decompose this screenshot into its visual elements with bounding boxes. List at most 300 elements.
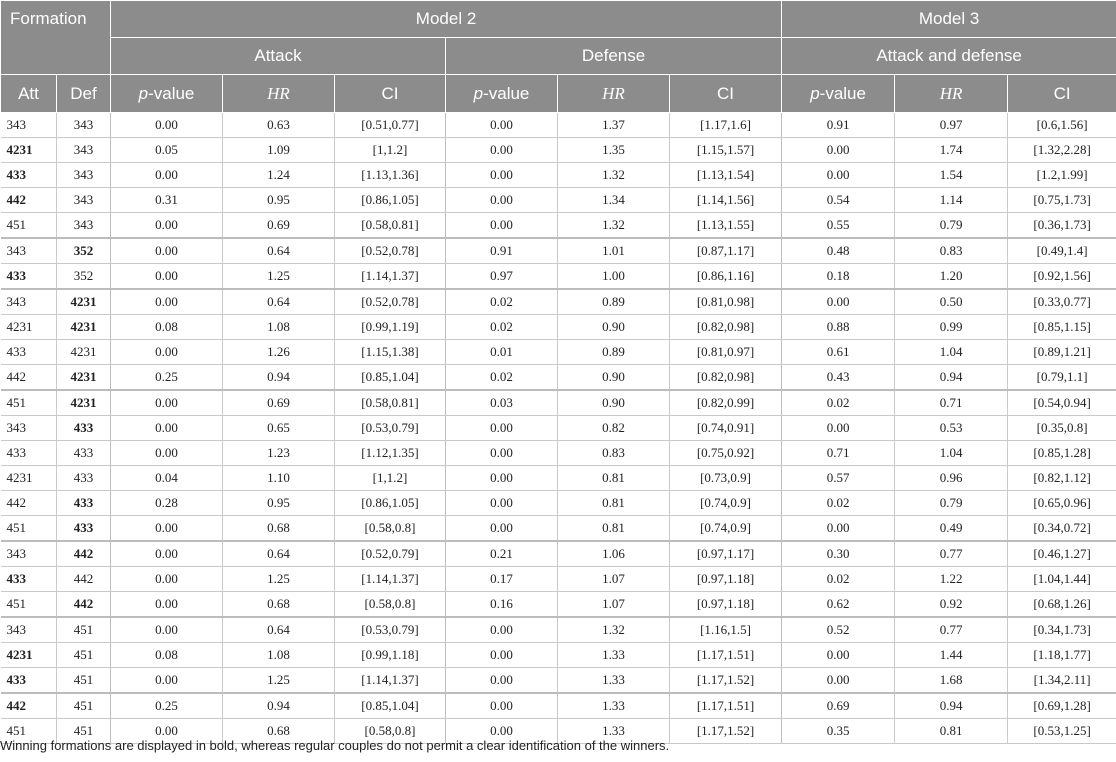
ci-column-header: CI: [670, 75, 782, 113]
defense-pvalue-cell: 0.00: [446, 188, 558, 213]
attack-pvalue-cell: 0.00: [111, 163, 223, 188]
table-row: [1, 416, 1116, 441]
attack-hr-cell: 1.25: [223, 264, 335, 290]
defense-hr-cell: 1.07: [558, 592, 670, 618]
model2-header: Model 2: [111, 1, 782, 38]
att-formation-cell: 343: [1, 238, 57, 264]
attack-pvalue-cell: 0.00: [111, 592, 223, 618]
att-formation-cell: 433: [1, 264, 57, 290]
combined-hr-cell: 0.94: [895, 365, 1008, 391]
defense-hr-cell: 1.33: [558, 693, 670, 719]
def-formation-cell: 442: [57, 541, 111, 567]
combined-hr-cell: 0.79: [895, 491, 1008, 516]
combined-ci-cell: [1.2,1.99]: [1008, 163, 1116, 188]
defense-ci-cell: [1.17,1.51]: [670, 693, 782, 719]
combined-hr-cell: 0.53: [895, 416, 1008, 441]
def-formation-cell: 442: [57, 567, 111, 592]
attack-ci-cell: [1,1.2]: [335, 466, 446, 491]
combined-ci-cell: [0.82,1.12]: [1008, 466, 1116, 491]
attack-pvalue-cell: 0.00: [111, 441, 223, 466]
combined-hr-cell: 1.68: [895, 668, 1008, 694]
att-formation-cell: 433: [1, 668, 57, 694]
defense-hr-cell: 1.32: [558, 213, 670, 239]
combined-pvalue-cell: 0.61: [782, 340, 895, 365]
combined-ci-cell: [0.36,1.73]: [1008, 213, 1116, 239]
combined-ci-cell: [0.92,1.56]: [1008, 264, 1116, 290]
defense-hr-cell: 0.89: [558, 289, 670, 315]
pvalue-column-header: p-value: [782, 75, 895, 113]
att-formation-cell: 451: [1, 390, 57, 416]
att-formation-cell: 4231: [1, 315, 57, 340]
attack-hr-cell: 1.10: [223, 466, 335, 491]
combined-hr-cell: 1.44: [895, 643, 1008, 668]
def-formation-cell: 343: [57, 113, 111, 138]
defense-hr-cell: 1.01: [558, 238, 670, 264]
defense-pvalue-cell: 0.16: [446, 592, 558, 618]
defense-pvalue-cell: 0.01: [446, 340, 558, 365]
combined-pvalue-cell: 0.69: [782, 693, 895, 719]
att-formation-cell: 433: [1, 441, 57, 466]
combined-hr-cell: 1.04: [895, 340, 1008, 365]
defense-ci-cell: [0.73,0.9]: [670, 466, 782, 491]
attack-pvalue-cell: 0.00: [111, 340, 223, 365]
attack-hr-cell: 1.08: [223, 315, 335, 340]
combined-hr-cell: 1.74: [895, 138, 1008, 163]
attack-ci-cell: [0.99,1.18]: [335, 643, 446, 668]
defense-ci-cell: [0.97,1.18]: [670, 592, 782, 618]
combined-pvalue-cell: 0.00: [782, 643, 895, 668]
table-header: [1, 1, 1116, 113]
combined-pvalue-cell: 0.57: [782, 466, 895, 491]
formation-header: Formation: [1, 1, 111, 75]
defense-hr-cell: 1.00: [558, 264, 670, 290]
attack-hr-cell: 1.25: [223, 668, 335, 694]
attack-pvalue-cell: 0.00: [111, 541, 223, 567]
attack-pvalue-cell: 0.05: [111, 138, 223, 163]
attack-ci-cell: [1.15,1.38]: [335, 340, 446, 365]
att-formation-cell: 442: [1, 188, 57, 213]
attack-ci-cell: [0.53,0.79]: [335, 416, 446, 441]
defense-hr-cell: 0.83: [558, 441, 670, 466]
table-footnote: Winning formations are displayed in bold, whereas regular couples do not permit a clear identification of the winners.: [0, 738, 670, 753]
combined-hr-cell: 0.96: [895, 466, 1008, 491]
combined-hr-cell: 0.99: [895, 315, 1008, 340]
combined-hr-cell: 0.92: [895, 592, 1008, 618]
att-formation-cell: 451: [1, 592, 57, 618]
att-formation-cell: 442: [1, 491, 57, 516]
table-row: [1, 441, 1116, 466]
defense-ci-cell: [0.87,1.17]: [670, 238, 782, 264]
combined-ci-cell: [0.34,1.73]: [1008, 617, 1116, 643]
combined-hr-cell: 1.14: [895, 188, 1008, 213]
table-row: [1, 113, 1116, 138]
def-formation-cell: 352: [57, 264, 111, 290]
def-formation-cell: 343: [57, 188, 111, 213]
table-row: [1, 567, 1116, 592]
defense-pvalue-cell: 0.00: [446, 466, 558, 491]
combined-ci-cell: [1.32,2.28]: [1008, 138, 1116, 163]
table-row: [1, 466, 1116, 491]
defense-ci-cell: [0.82,0.99]: [670, 390, 782, 416]
attack-and-defense-header: Attack and defense: [782, 38, 1116, 75]
combined-hr-cell: 0.81: [895, 719, 1008, 744]
defense-ci-cell: [1.16,1.5]: [670, 617, 782, 643]
defense-ci-cell: [0.74,0.91]: [670, 416, 782, 441]
hr-column-header: HR: [223, 75, 335, 113]
defense-ci-cell: [0.74,0.9]: [670, 491, 782, 516]
defense-ci-cell: [0.75,0.92]: [670, 441, 782, 466]
attack-ci-cell: [0.53,0.79]: [335, 617, 446, 643]
combined-hr-cell: 1.22: [895, 567, 1008, 592]
def-formation-cell: 343: [57, 138, 111, 163]
defense-pvalue-cell: 0.17: [446, 567, 558, 592]
def-formation-cell: 433: [57, 516, 111, 542]
attack-hr-cell: 0.95: [223, 188, 335, 213]
combined-hr-cell: 0.71: [895, 390, 1008, 416]
att-formation-cell: 4231: [1, 466, 57, 491]
combined-ci-cell: [0.75,1.73]: [1008, 188, 1116, 213]
attack-ci-cell: [0.52,0.78]: [335, 289, 446, 315]
combined-ci-cell: [0.6,1.56]: [1008, 113, 1116, 138]
defense-hr-cell: 1.32: [558, 617, 670, 643]
attack-pvalue-cell: 0.00: [111, 390, 223, 416]
combined-pvalue-cell: 0.00: [782, 516, 895, 542]
attack-pvalue-cell: 0.25: [111, 693, 223, 719]
attack-pvalue-cell: 0.00: [111, 719, 223, 744]
attack-hr-cell: 0.94: [223, 693, 335, 719]
def-column-header: Def: [57, 75, 111, 113]
attack-hr-cell: 1.26: [223, 340, 335, 365]
defense-hr-cell: 1.37: [558, 113, 670, 138]
attack-ci-cell: [0.85,1.04]: [335, 365, 446, 391]
defense-hr-cell: 0.90: [558, 365, 670, 391]
def-formation-cell: 451: [57, 693, 111, 719]
defense-ci-cell: [0.81,0.97]: [670, 340, 782, 365]
defense-pvalue-cell: 0.02: [446, 315, 558, 340]
combined-hr-cell: 0.49: [895, 516, 1008, 542]
combined-ci-cell: [0.85,1.28]: [1008, 441, 1116, 466]
attack-hr-cell: 0.64: [223, 238, 335, 264]
def-formation-cell: 433: [57, 416, 111, 441]
defense-ci-cell: [0.97,1.17]: [670, 541, 782, 567]
def-formation-cell: 451: [57, 643, 111, 668]
defense-ci-cell: [1.15,1.57]: [670, 138, 782, 163]
combined-ci-cell: [0.85,1.15]: [1008, 315, 1116, 340]
defense-hr-cell: 0.81: [558, 466, 670, 491]
def-formation-cell: 442: [57, 592, 111, 618]
combined-ci-cell: [0.54,0.94]: [1008, 390, 1116, 416]
combined-hr-cell: 1.54: [895, 163, 1008, 188]
combined-ci-cell: [0.34,0.72]: [1008, 516, 1116, 542]
attack-pvalue-cell: 0.00: [111, 668, 223, 694]
defense-hr-cell: 0.81: [558, 491, 670, 516]
attack-pvalue-cell: 0.31: [111, 188, 223, 213]
attack-pvalue-cell: 0.08: [111, 315, 223, 340]
defense-pvalue-cell: 0.00: [446, 113, 558, 138]
defense-ci-cell: [0.74,0.9]: [670, 516, 782, 542]
combined-pvalue-cell: 0.43: [782, 365, 895, 391]
combined-pvalue-cell: 0.02: [782, 390, 895, 416]
combined-pvalue-cell: 0.00: [782, 668, 895, 694]
combined-pvalue-cell: 0.62: [782, 592, 895, 618]
attack-hr-cell: 0.64: [223, 289, 335, 315]
def-formation-cell: 433: [57, 491, 111, 516]
att-formation-cell: 343: [1, 617, 57, 643]
table-row: [1, 668, 1116, 694]
defense-pvalue-cell: 0.02: [446, 289, 558, 315]
defense-ci-cell: [0.81,0.98]: [670, 289, 782, 315]
att-formation-cell: 343: [1, 289, 57, 315]
att-formation-cell: 451: [1, 719, 57, 744]
table-row: [1, 617, 1116, 643]
defense-pvalue-cell: 0.00: [446, 643, 558, 668]
combined-pvalue-cell: 0.91: [782, 113, 895, 138]
table-row: [1, 188, 1116, 213]
defense-pvalue-cell: 0.91: [446, 238, 558, 264]
attack-header: Attack: [111, 38, 446, 75]
attack-ci-cell: [0.99,1.19]: [335, 315, 446, 340]
ci-column-header: CI: [335, 75, 446, 113]
att-formation-cell: 4231: [1, 643, 57, 668]
defense-pvalue-cell: 0.00: [446, 668, 558, 694]
combined-pvalue-cell: 0.35: [782, 719, 895, 744]
combined-pvalue-cell: 0.00: [782, 163, 895, 188]
attack-pvalue-cell: 0.25: [111, 365, 223, 391]
attack-pvalue-cell: 0.00: [111, 416, 223, 441]
combined-hr-cell: 0.97: [895, 113, 1008, 138]
attack-pvalue-cell: 0.28: [111, 491, 223, 516]
attack-ci-cell: [0.86,1.05]: [335, 188, 446, 213]
combined-ci-cell: [0.46,1.27]: [1008, 541, 1116, 567]
attack-hr-cell: 0.69: [223, 213, 335, 239]
defense-pvalue-cell: 0.00: [446, 693, 558, 719]
attack-hr-cell: 0.64: [223, 541, 335, 567]
def-formation-cell: 4231: [57, 340, 111, 365]
defense-ci-cell: [1.14,1.56]: [670, 188, 782, 213]
combined-pvalue-cell: 0.02: [782, 567, 895, 592]
def-formation-cell: 4231: [57, 390, 111, 416]
attack-hr-cell: 0.68: [223, 516, 335, 542]
combined-pvalue-cell: 0.48: [782, 238, 895, 264]
defense-ci-cell: [1.17,1.52]: [670, 719, 782, 744]
attack-ci-cell: [1.13,1.36]: [335, 163, 446, 188]
hr-column-header: HR: [895, 75, 1008, 113]
defense-hr-cell: 0.81: [558, 516, 670, 542]
att-formation-cell: 343: [1, 541, 57, 567]
table-row: [1, 390, 1116, 416]
combined-ci-cell: [1.04,1.44]: [1008, 567, 1116, 592]
attack-pvalue-cell: 0.00: [111, 289, 223, 315]
attack-ci-cell: [0.85,1.04]: [335, 693, 446, 719]
defense-hr-cell: 1.33: [558, 719, 670, 744]
table-row: [1, 643, 1116, 668]
defense-hr-cell: 0.82: [558, 416, 670, 441]
table-row: [1, 541, 1116, 567]
combined-pvalue-cell: 0.00: [782, 138, 895, 163]
model3-header: Model 3: [782, 1, 1116, 38]
def-formation-cell: 451: [57, 668, 111, 694]
table-row: [1, 693, 1116, 719]
table-row: [1, 264, 1116, 290]
defense-ci-cell: [1.13,1.54]: [670, 163, 782, 188]
attack-ci-cell: [1,1.2]: [335, 138, 446, 163]
defense-ci-cell: [1.17,1.6]: [670, 113, 782, 138]
combined-ci-cell: [1.18,1.77]: [1008, 643, 1116, 668]
combined-hr-cell: 0.79: [895, 213, 1008, 239]
attack-pvalue-cell: 0.00: [111, 264, 223, 290]
pvalue-column-header: p-value: [446, 75, 558, 113]
defense-hr-cell: 1.06: [558, 541, 670, 567]
att-formation-cell: 451: [1, 213, 57, 239]
def-formation-cell: 451: [57, 719, 111, 744]
combined-ci-cell: [0.33,0.77]: [1008, 289, 1116, 315]
attack-hr-cell: 1.24: [223, 163, 335, 188]
defense-pvalue-cell: 0.00: [446, 138, 558, 163]
table-row: [1, 289, 1116, 315]
def-formation-cell: 451: [57, 617, 111, 643]
defense-ci-cell: [0.82,0.98]: [670, 365, 782, 391]
defense-ci-cell: [1.17,1.51]: [670, 643, 782, 668]
defense-hr-cell: 1.33: [558, 668, 670, 694]
attack-pvalue-cell: 0.00: [111, 617, 223, 643]
attack-hr-cell: 0.68: [223, 592, 335, 618]
attack-pvalue-cell: 0.00: [111, 516, 223, 542]
attack-pvalue-cell: 0.04: [111, 466, 223, 491]
att-formation-cell: 433: [1, 340, 57, 365]
attack-pvalue-cell: 0.00: [111, 113, 223, 138]
hr-column-header: HR: [558, 75, 670, 113]
combined-hr-cell: 1.04: [895, 441, 1008, 466]
attack-hr-cell: 0.63: [223, 113, 335, 138]
combined-pvalue-cell: 0.52: [782, 617, 895, 643]
attack-ci-cell: [1.14,1.37]: [335, 264, 446, 290]
defense-hr-cell: 1.33: [558, 643, 670, 668]
attack-ci-cell: [0.58,0.8]: [335, 516, 446, 542]
attack-pvalue-cell: 0.00: [111, 567, 223, 592]
combined-ci-cell: [0.65,0.96]: [1008, 491, 1116, 516]
defense-pvalue-cell: 0.00: [446, 213, 558, 239]
attack-ci-cell: [1.14,1.37]: [335, 567, 446, 592]
att-column-header: Att: [1, 75, 57, 113]
table-row: [1, 315, 1116, 340]
attack-ci-cell: [0.52,0.78]: [335, 238, 446, 264]
defense-pvalue-cell: 0.00: [446, 416, 558, 441]
attack-ci-cell: [0.52,0.79]: [335, 541, 446, 567]
table-row: [1, 491, 1116, 516]
attack-pvalue-cell: 0.00: [111, 238, 223, 264]
combined-pvalue-cell: 0.00: [782, 416, 895, 441]
defense-hr-cell: 1.07: [558, 567, 670, 592]
combined-ci-cell: [1.34,2.11]: [1008, 668, 1116, 694]
table-row: [1, 365, 1116, 391]
defense-pvalue-cell: 0.00: [446, 719, 558, 744]
combined-pvalue-cell: 0.30: [782, 541, 895, 567]
combined-pvalue-cell: 0.02: [782, 491, 895, 516]
defense-hr-cell: 1.34: [558, 188, 670, 213]
defense-pvalue-cell: 0.00: [446, 516, 558, 542]
table-row: [1, 238, 1116, 264]
table-body: [1, 113, 1116, 744]
att-formation-cell: 4231: [1, 138, 57, 163]
attack-hr-cell: 0.95: [223, 491, 335, 516]
attack-hr-cell: 1.08: [223, 643, 335, 668]
combined-pvalue-cell: 0.18: [782, 264, 895, 290]
combined-ci-cell: [0.79,1.1]: [1008, 365, 1116, 391]
attack-hr-cell: 0.65: [223, 416, 335, 441]
combined-ci-cell: [0.53,1.25]: [1008, 719, 1116, 744]
defense-header: Defense: [446, 38, 782, 75]
combined-pvalue-cell: 0.00: [782, 289, 895, 315]
defense-hr-cell: 1.35: [558, 138, 670, 163]
attack-hr-cell: 1.23: [223, 441, 335, 466]
defense-hr-cell: 1.32: [558, 163, 670, 188]
defense-pvalue-cell: 0.02: [446, 365, 558, 391]
attack-ci-cell: [0.58,0.81]: [335, 390, 446, 416]
table-row: [1, 213, 1116, 239]
combined-hr-cell: 0.94: [895, 693, 1008, 719]
combined-ci-cell: [0.69,1.28]: [1008, 693, 1116, 719]
defense-pvalue-cell: 0.00: [446, 163, 558, 188]
def-formation-cell: 433: [57, 441, 111, 466]
defense-ci-cell: [1.17,1.52]: [670, 668, 782, 694]
def-formation-cell: 343: [57, 163, 111, 188]
def-formation-cell: 4231: [57, 315, 111, 340]
attack-hr-cell: 1.09: [223, 138, 335, 163]
combined-hr-cell: 0.77: [895, 617, 1008, 643]
combined-pvalue-cell: 0.54: [782, 188, 895, 213]
att-formation-cell: 433: [1, 163, 57, 188]
combined-hr-cell: 1.20: [895, 264, 1008, 290]
def-formation-cell: 4231: [57, 365, 111, 391]
attack-hr-cell: 1.25: [223, 567, 335, 592]
combined-ci-cell: [0.49,1.4]: [1008, 238, 1116, 264]
attack-hr-cell: 0.68: [223, 719, 335, 744]
attack-hr-cell: 0.64: [223, 617, 335, 643]
combined-hr-cell: 0.50: [895, 289, 1008, 315]
table-row: [1, 592, 1116, 618]
attack-ci-cell: [1.12,1.35]: [335, 441, 446, 466]
defense-hr-cell: 0.90: [558, 315, 670, 340]
combined-ci-cell: [0.35,0.8]: [1008, 416, 1116, 441]
att-formation-cell: 343: [1, 113, 57, 138]
attack-ci-cell: [0.58,0.8]: [335, 592, 446, 618]
defense-ci-cell: [0.97,1.18]: [670, 567, 782, 592]
defense-hr-cell: 0.89: [558, 340, 670, 365]
defense-pvalue-cell: 0.00: [446, 491, 558, 516]
def-formation-cell: 433: [57, 466, 111, 491]
def-formation-cell: 4231: [57, 289, 111, 315]
ci-column-header: CI: [1008, 75, 1116, 113]
att-formation-cell: 442: [1, 693, 57, 719]
table-row: [1, 138, 1116, 163]
combined-pvalue-cell: 0.88: [782, 315, 895, 340]
def-formation-cell: 343: [57, 213, 111, 239]
table-row: [1, 340, 1116, 365]
table-row: [1, 163, 1116, 188]
attack-pvalue-cell: 0.08: [111, 643, 223, 668]
combined-ci-cell: [0.68,1.26]: [1008, 592, 1116, 618]
defense-pvalue-cell: 0.97: [446, 264, 558, 290]
def-formation-cell: 352: [57, 238, 111, 264]
combined-ci-cell: [0.89,1.21]: [1008, 340, 1116, 365]
att-formation-cell: 451: [1, 516, 57, 542]
att-formation-cell: 433: [1, 567, 57, 592]
att-formation-cell: 442: [1, 365, 57, 391]
combined-hr-cell: 0.83: [895, 238, 1008, 264]
attack-ci-cell: [0.58,0.81]: [335, 213, 446, 239]
combined-hr-cell: 0.77: [895, 541, 1008, 567]
att-formation-cell: 343: [1, 416, 57, 441]
